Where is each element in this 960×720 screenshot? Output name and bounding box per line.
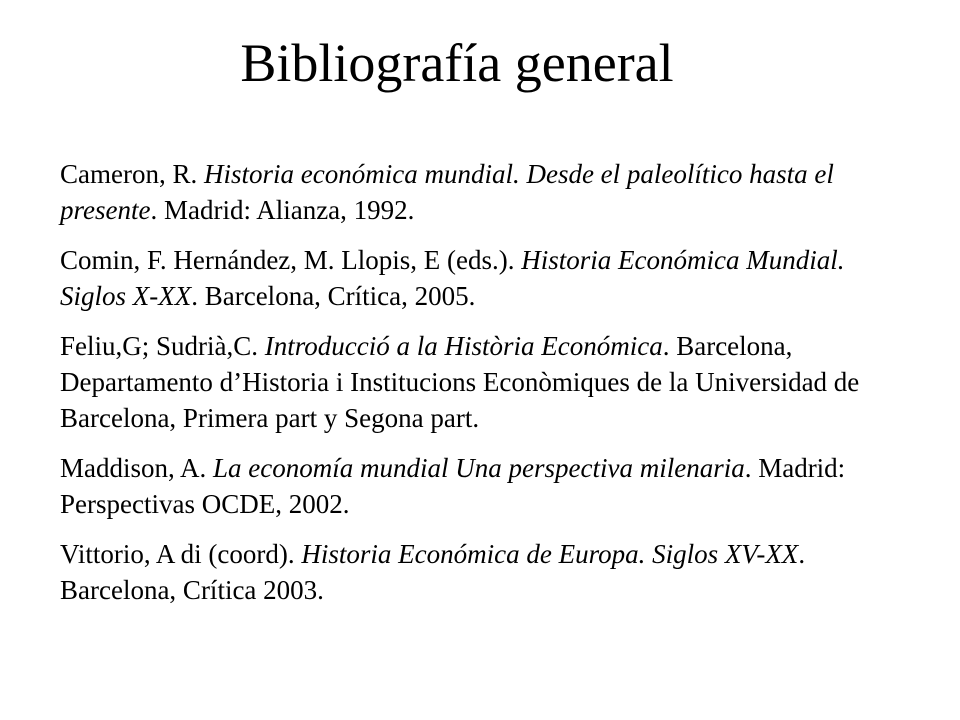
entry-title: Historia Económica de Europa. Siglos XV-XX [301,539,799,569]
entry-author: Maddison, A. [60,453,214,483]
bibliography-entry-feliu [60,328,905,436]
entry-publication: . Madrid: Perspectivas OCDE, 2002. [60,453,846,519]
bibliography-list [60,156,905,622]
entry-publication: . Barcelona, Crítica, 2005. [191,281,476,311]
bibliography-entry-comin [60,242,905,314]
entry-title: Introducció a la Història Económica [264,331,663,361]
entry-publication: . Barcelona, Departamento d’Historia i Institucions Econòmiques de la Universidad de Barcelona, Primera part y Segona part. [60,331,860,433]
entry-author: Feliu,G; Sudrià,C. [60,331,265,361]
entry-author: Vittorio, A di (coord). [60,539,302,569]
slide-title: Bibliografía general [240,33,674,93]
bibliography-entry-cameron [60,156,905,228]
entry-title: Historia Económica Mundial. Siglos X-XX [60,245,845,311]
entry-author: Comin, F. Hernández, M. Llopis, E (eds.). [60,245,522,275]
entry-title: Historia económica mundial. Desde el paleolítico hasta el presente [60,159,834,225]
entry-author: Cameron, R. [60,159,204,189]
bibliography-entry-maddison [60,450,905,522]
bibliography-entry-vittorio [60,536,905,608]
entry-publication: . Barcelona, Crítica 2003. [60,539,806,605]
entry-publication: . Madrid: Alianza, 1992. [150,195,415,225]
entry-title: La economía mundial Una perspectiva milenaria [213,453,745,483]
